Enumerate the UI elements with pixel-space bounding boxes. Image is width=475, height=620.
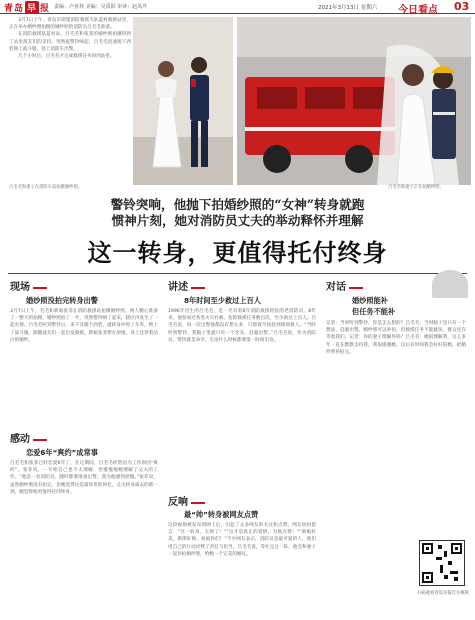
publication-date: 2021年3月13日 星期六 bbox=[318, 5, 378, 11]
page-number: 03 bbox=[454, 0, 470, 13]
main-headline: 这一转身，更值得托付终身 bbox=[87, 238, 388, 267]
wedding-photo-left bbox=[133, 17, 233, 185]
kicker-line: 警铃突响，他抛下拍婚纱照的“女神”转身就跑 bbox=[110, 197, 365, 212]
photo-caption-left: 吕毛毛和妻子在消防车前拍摄婚纱照。 bbox=[9, 185, 83, 190]
intro-paragraph: 几个小时后，吕毛毛才完成救援任务回到站里。 bbox=[18, 54, 115, 60]
article-body: 吕毛毛和张菲已经恋爱6年了，在这期间，吕毛毛经常因为工作原因“爽约”。张菲说，一开始自己也不太理解，但慢慢地她理解了丈夫的工作。“他是一名消防员，随时都要准备出警，我为他感到骄傲。”张菲说，虽然婚纱照没有拍完，但她觉得这是最珍贵的回忆，丈夫转身离去的那一刻，她觉得他更值得托付终身。 bbox=[10, 461, 158, 495]
section-label-response: 反响 bbox=[168, 493, 205, 508]
subheadline: 婚纱照能补 bbox=[352, 296, 388, 305]
wedding-photo-right bbox=[237, 17, 471, 185]
qr-caption: 扫码观看青岛早报官方视频 bbox=[417, 591, 469, 596]
section-label-dialogue: 对话 bbox=[326, 278, 363, 293]
section-label-touching: 感动 bbox=[10, 430, 47, 445]
newspaper-logo: 青岛 早 报 bbox=[4, 1, 50, 14]
intro-paragraph: 在消防救援队蓝村站，吕毛毛和张菲的婚纱照拍摄得到了站里战友们的支持。突然报警铃响起，吕毛毛迅速脱下西装换上战斗服，登上消防车出警。 bbox=[9, 32, 131, 52]
article-body: 1996年出生的吕毛毛，是一名有着8年消防救援经验的老消防员。8年来，他参加过各类火灾扑救、抢险救援任务数百次，至少救过上百人。吕毛毛说，每一次出警他都没有想太多，只想着尽快赶到现场救人。“当时听到警铃，我脑子里就只有一个念头，赶紧出警。”吕毛毛说，作为消防员，警铃就是命令，无论什么时候都要第一时间出发。 bbox=[168, 309, 316, 343]
fire-truck-wedding-illustration bbox=[237, 17, 471, 185]
subheadline: 婚纱照没拍完转身出警 bbox=[26, 296, 98, 305]
section-label-narrative: 讲述 bbox=[168, 278, 205, 293]
subheadline: 但任务不能补 bbox=[352, 307, 396, 316]
photo-caption-right: 吕毛毛和妻子正在拍婚纱照。 bbox=[388, 185, 444, 190]
subheadline: 8年时间至少救过上百人 bbox=[184, 296, 261, 305]
kicker-line: 惯神片刻，她对消防员丈夫的举动释怀并理解 bbox=[111, 213, 364, 228]
article-body: 这段视频被发布到网上后，引起了众多网友的关注和点赞。网友纷纷留言：“这一转身，太帅了！”“这才是真正的爱情，为他点赞！”“新娘好美，新郎好帅，祝福你们！”不少网友表示，消防员是最可爱的人，他们用自己的行动诠释了责任与担当。吕毛毛说，等忙完这一阵，他会和妻子一起补拍婚纱照，给她一个完美的婚礼。 bbox=[168, 523, 316, 557]
divider bbox=[8, 273, 467, 274]
wedding-couple-illustration bbox=[133, 17, 233, 185]
section-label-scene: 现场 bbox=[10, 278, 47, 293]
editors-credit: 责编：卢亚林 美编：吴禹阳 审读：赵凤芹 bbox=[54, 4, 148, 10]
kicker-headline bbox=[0, 197, 475, 229]
reporter-photo bbox=[432, 270, 468, 298]
section-title: 今日看点 bbox=[398, 5, 438, 16]
qr-code[interactable] bbox=[419, 540, 465, 586]
subheadline: 恋爱6年“爽约”成常事 bbox=[26, 448, 98, 457]
article-body: 记者：当时听到警铃，你是怎么想的？吕毛毛：当时脑子里只有一个想法，赶紧出警。婚纱照可以补拍，但救援任务不能耽误，群众还在等着我们。记者：你的妻子理解你吗？吕毛毛：她很理解我，这么多年一直在默默支持我，我很感激她。以后有时间我会好好陪她，把婚纱照补拍完。 bbox=[326, 321, 466, 355]
article-body: 3月7日上午，毛毛和新娘张菲在消防救援站拍摄婚纱照。两人精心准备了一整天的拍摄，婚纱照拍了一半，突然警铃响了起来，辖区内发生了一起火情。吕毛毛听到警铃后，来不及脱下西装，就转身冲进了车库，换上了战斗服，跟随战友们一起出发救援。新娘张菲愣在原地，身上还穿着洁白的婚纱。 bbox=[10, 309, 158, 343]
masthead bbox=[0, 0, 475, 14]
intro-story bbox=[9, 17, 131, 191]
intro-paragraph: 3月7日上午，青岛市即墨消防救援大队蓝村救援站里，正在举办婚纱照拍摄的婚纱照的消防员吕毛毛准备。 bbox=[9, 18, 131, 31]
subheadline: 最“帅”转身被网友点赞 bbox=[184, 510, 259, 519]
